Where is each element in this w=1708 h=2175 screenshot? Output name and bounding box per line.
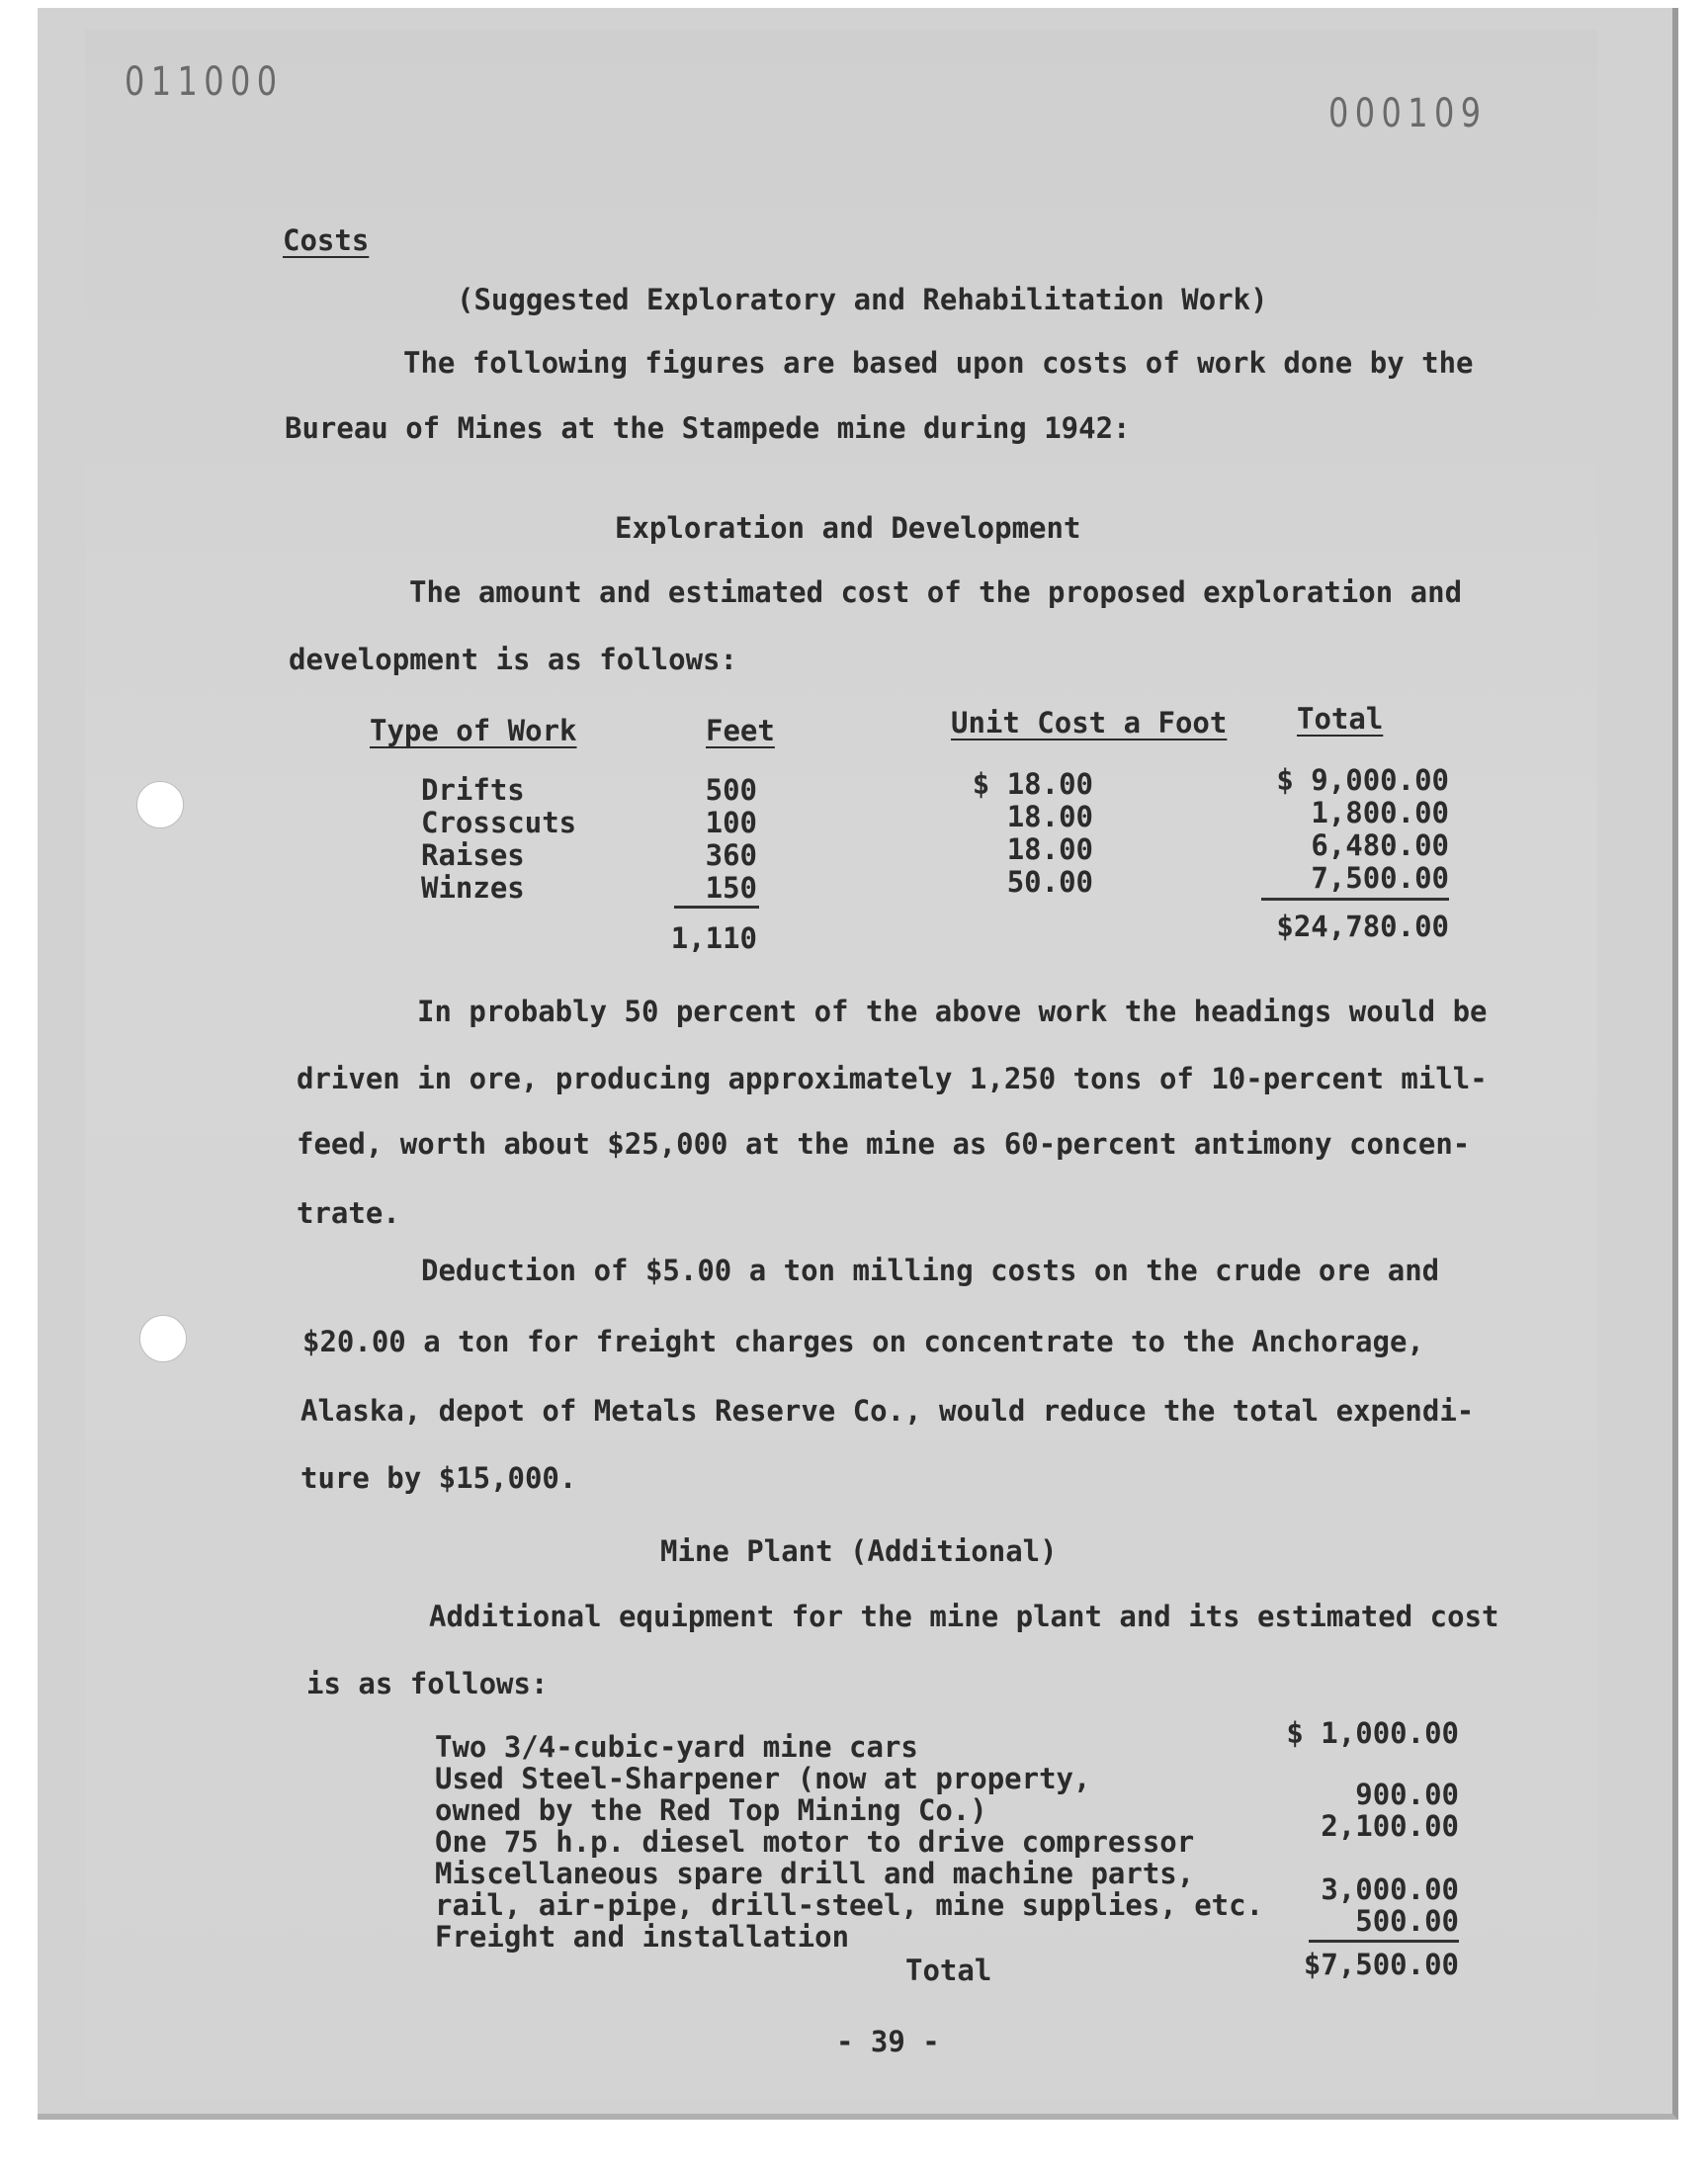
page-number: - 39 - xyxy=(836,2025,940,2058)
para-deduction-2: $20.00 a ton for freight charges on concentrate to the Anchorage, xyxy=(302,1325,1424,1358)
row-unit-cost: 18.00 xyxy=(1006,832,1093,866)
mine-plant-title: Mine Plant (Additional) xyxy=(660,1534,1058,1568)
punch-hole-top xyxy=(136,781,184,828)
row-unit-cost: 50.00 xyxy=(1006,865,1093,899)
para-deduction-1: Deduction of $5.00 a ton milling costs on the crude ore and xyxy=(421,1254,1440,1287)
col-header-unit-cost: Unit Cost a Foot xyxy=(951,706,1228,740)
row-feet: 150 xyxy=(705,871,757,905)
equipment-item: rail, air-pipe, drill-steel, mine supplies, etc. xyxy=(435,1888,1264,1922)
para-probably-1: In probably 50 percent of the above work the headings would be xyxy=(417,995,1488,1028)
row-type: Drifts xyxy=(421,773,525,807)
equipment-item: Miscellaneous spare drill and machine parts, xyxy=(435,1857,1195,1890)
equipment-amount: 500.00 xyxy=(1355,1904,1459,1938)
col-header-total: Total xyxy=(1297,702,1384,736)
row-total: 1,800.00 xyxy=(1311,796,1449,829)
col-header-feet: Feet xyxy=(706,714,775,747)
equipment-item: Used Steel-Sharpener (now at property, xyxy=(435,1762,1091,1795)
para-probably-4: trate. xyxy=(297,1196,400,1230)
equipment-total-label: Total xyxy=(905,1954,992,1987)
exploration-intro-1: The amount and estimated cost of the proposed exploration and xyxy=(409,575,1463,609)
row-type: Crosscuts xyxy=(421,806,577,839)
intro-line-1: The following figures are based upon costs of work done by the xyxy=(403,346,1474,380)
row-feet: 100 xyxy=(705,806,757,839)
stamp-number-left: 011000 xyxy=(125,59,284,105)
intro-line-2: Bureau of Mines at the Stampede mine during 1942: xyxy=(285,411,1131,445)
section-heading: Costs xyxy=(283,223,370,257)
scanned-sheet xyxy=(38,8,1678,2120)
exploration-title: Exploration and Development xyxy=(615,511,1081,545)
equipment-sum-rule xyxy=(1309,1940,1459,1943)
section-subheading: (Suggested Exploratory and Rehabilitation Work) xyxy=(457,283,1268,316)
row-type: Winzes xyxy=(421,871,525,905)
equipment-item: owned by the Red Top Mining Co.) xyxy=(435,1793,987,1827)
equipment-amount: 3,000.00 xyxy=(1321,1872,1459,1906)
equipment-amount: 900.00 xyxy=(1355,1778,1459,1811)
row-unit-cost: 18.00 xyxy=(1006,800,1093,833)
para-probably-2: driven in ore, producing approximately 1,250 tons of 10-percent mill- xyxy=(297,1062,1488,1095)
mine-plant-intro-1: Additional equipment for the mine plant and its estimated cost xyxy=(429,1600,1499,1633)
equipment-total: $7,500.00 xyxy=(1303,1948,1459,1981)
equipment-amount: 2,100.00 xyxy=(1321,1809,1459,1843)
row-total: 6,480.00 xyxy=(1311,828,1449,862)
feet-sum-rule xyxy=(674,906,759,909)
para-deduction-4: ture by $15,000. xyxy=(300,1461,577,1495)
para-probably-3: feed, worth about $25,000 at the mine as 60-percent antimony concen- xyxy=(297,1127,1471,1161)
grand-total: $24,780.00 xyxy=(1276,910,1449,943)
stamp-number-right: 000109 xyxy=(1328,91,1488,136)
equipment-item: One 75 h.p. diesel motor to drive compressor xyxy=(435,1825,1195,1859)
punch-hole-bottom xyxy=(139,1315,187,1362)
exploration-intro-2: development is as follows: xyxy=(289,643,737,676)
row-unit-cost: $ 18.00 xyxy=(972,767,1093,801)
total-sum-rule xyxy=(1261,898,1449,901)
col-header-type: Type of Work xyxy=(370,714,577,747)
row-feet: 360 xyxy=(705,838,757,872)
row-total: 7,500.00 xyxy=(1311,861,1449,895)
feet-total: 1,110 xyxy=(670,921,757,955)
equipment-item: Freight and installation xyxy=(435,1920,850,1954)
para-deduction-3: Alaska, depot of Metals Reserve Co., would reduce the total expendi- xyxy=(300,1394,1475,1428)
equipment-amount: $ 1,000.00 xyxy=(1286,1716,1459,1750)
equipment-item: Two 3/4-cubic-yard mine cars xyxy=(435,1730,918,1764)
row-feet: 500 xyxy=(705,773,757,807)
page xyxy=(85,30,1597,2098)
row-total: $ 9,000.00 xyxy=(1276,763,1449,797)
row-type: Raises xyxy=(421,838,525,872)
mine-plant-intro-2: is as follows: xyxy=(306,1667,549,1700)
